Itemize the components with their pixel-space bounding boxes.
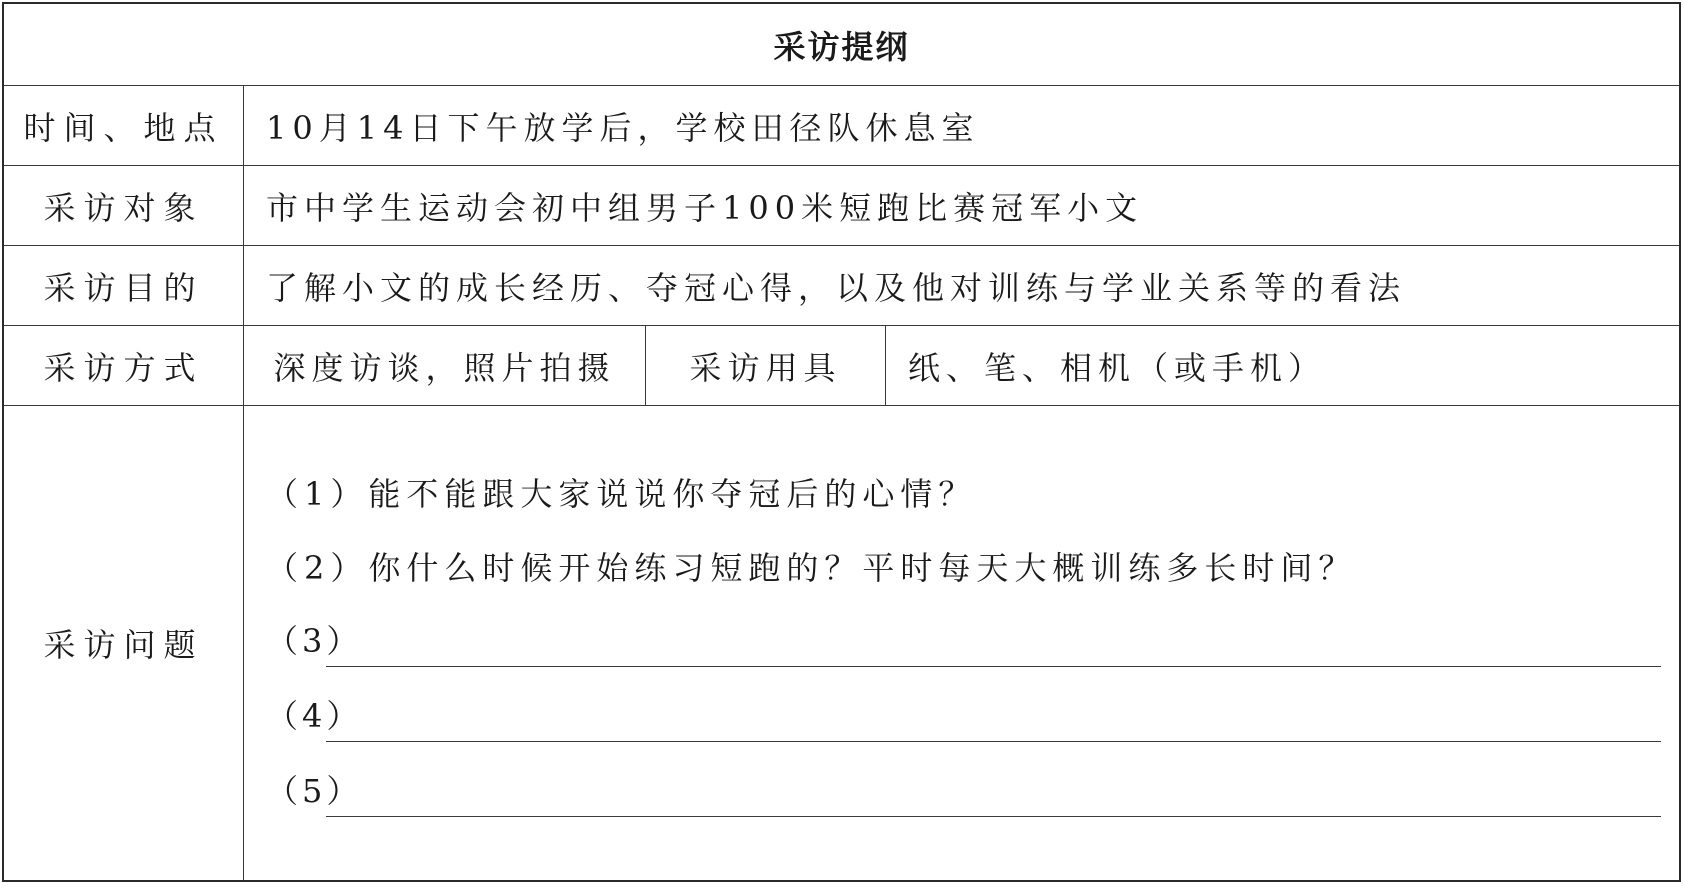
label-time-place: 时间、地点 <box>4 86 244 165</box>
row-questions <box>4 406 1679 880</box>
interview-outline-table <box>2 2 1681 882</box>
label-subject: 采访对象 <box>4 166 244 245</box>
answer-line-4[interactable] <box>326 741 1661 742</box>
row-method <box>4 326 1679 406</box>
label-tools: 采访用具 <box>646 326 886 405</box>
question-4-number: （4） <box>266 697 363 735</box>
question-5-number: （5） <box>266 772 363 810</box>
row-time-place <box>4 86 1679 166</box>
question-5-blank[interactable] <box>266 771 1661 811</box>
value-subject: 市中学生运动会初中组男子100米短跑比赛冠军小文 <box>266 188 1144 227</box>
label-method: 采访方式 <box>4 326 244 405</box>
value-tools: 纸、笔、相机（或手机） <box>908 348 1327 387</box>
label-purpose: 采访目的 <box>4 246 244 325</box>
value-purpose: 了解小文的成长经历、夺冠心得，以及他对训练与学业关系等的看法 <box>266 268 1407 307</box>
question-3-number: （3） <box>266 622 363 660</box>
label-questions: 采访问题 <box>4 406 244 880</box>
value-time-place: 10月14日下午放学后，学校田径队休息室 <box>266 108 980 147</box>
value-method: 深度访谈，照片拍摄 <box>244 326 646 405</box>
answer-line-3[interactable] <box>326 666 1661 667</box>
question-3-blank[interactable] <box>266 621 1661 661</box>
question-4-blank[interactable] <box>266 696 1661 736</box>
title-row <box>4 4 1679 86</box>
table-title: 采访提纲 <box>773 27 910 66</box>
row-subject <box>4 166 1679 246</box>
question-1: （1）能不能跟大家说说你夺冠后的心情？ <box>266 475 977 513</box>
row-purpose <box>4 246 1679 326</box>
question-2: （2）你什么时候开始练习短跑的？平时每天大概训练多长时间？ <box>266 549 1357 587</box>
answer-line-5[interactable] <box>326 816 1661 817</box>
